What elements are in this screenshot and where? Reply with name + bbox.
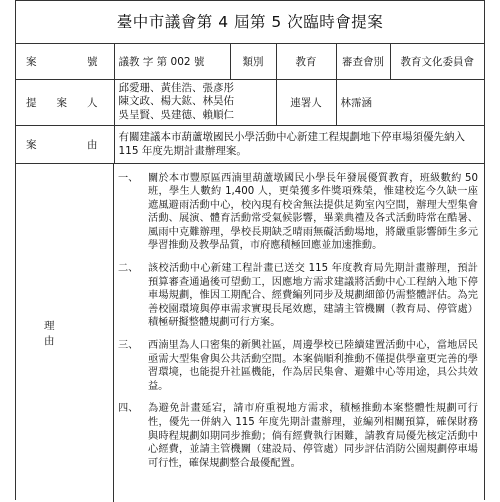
review-label: 審查會別 <box>336 44 390 79</box>
case-no-value: 議教 字 第 002 號 <box>114 44 230 79</box>
review-value: 教育文化委員會 <box>390 44 484 79</box>
subject-value: 有關建議本市葫蘆墩國民小學活動中心新建工程規劃地下停車場須優先納入 115 年度先期計畫辦理案。 <box>114 125 484 163</box>
paragraph-number: 四、 <box>118 403 139 415</box>
paragraph-number: 一、 <box>118 172 139 184</box>
proposer-names <box>114 79 276 125</box>
cosigner-label: 連署人 <box>276 79 336 125</box>
category-label: 類別 <box>230 44 276 79</box>
reason-paragraph <box>118 339 478 393</box>
paragraph-number: 二、 <box>118 263 139 275</box>
proposer-line: 陳文政、楊大鈜、林昊佑 <box>118 95 234 108</box>
paragraph-text: 該校活動中心新建工程計畫已送交 115 年度教育局先期計畫辦理，預計預算審查通過後可望動工，因應地方需求建議將活動中心工程納入地下停車場規劃，惟因工期配合、經費編列同步及規劃細節仍需整體評估。為完善校園環境與停車需求實現長尾效應，建請主管機關（教育局、停管處）積極研擬整體規劃可行方案。 <box>148 263 478 329</box>
proposer-line: 吳呈賢、吳建德、賴順仁 <box>118 108 234 121</box>
reason-label: 理由 <box>16 164 114 502</box>
page-title: 臺中市議會第 4 屆第 5 次臨時會提案 <box>16 1 484 44</box>
reason-paragraph <box>118 262 478 330</box>
paragraph-text: 西湳里為人口密集的新興社區，周邊學校已陸續建置活動中心，當地居民亟需大型集會與公共活動空間。本案倘順利推動不僅提供學童更完善的學習環境，也能提升社區機能，作為居民集會、避難中心等用途，具公共效益。 <box>148 340 478 392</box>
reason-paragraph <box>118 402 478 470</box>
category-value: 教育 <box>276 44 336 79</box>
subject-label: 案 由 <box>16 125 114 163</box>
proposal-meta-table <box>16 44 484 164</box>
reason-paragraph <box>118 172 478 254</box>
cosigner-value: 林霈涵 <box>336 79 484 125</box>
proposer-label: 提 案 人 <box>16 79 114 125</box>
proposal-page <box>15 0 485 500</box>
proposer-line: 邱愛珊、黃佳浩、張彥彤 <box>118 81 234 94</box>
reason-body <box>114 164 484 502</box>
paragraph-number: 三、 <box>118 340 139 352</box>
case-no-label: 案 號 <box>16 44 114 79</box>
paragraph-text: 關於本市豐原區西湳里葫蘆墩國民小學長年發展優質教育，班級數約 50 班，學生人數約 1,400 人，更榮獲多件獎項殊榮，惟建校迄今久缺一座遮風避雨活動中心，校內現有校舍無法提供足夠室內空間，辦理大型集會活動、展演、體育活動常受氣候影響，畢業典禮及各式活動時常在酷暑、風雨中克難辦理，學校長期缺乏晴雨無礙活動場地，將嚴重影響師生多元學習推動及教學品質，市府應積極回應並加速推動。 <box>148 172 478 252</box>
paragraph-text: 為避免計畫延宕，請市府重視地方需求，積極推動本案整體性規劃可行性，優先一併納入 115 年度先期計畫辦理，並編列相關預算，確保財務與時程規劃如期同步推動；倘有經費執行困難，請教育局優先核定活動中心經費，並請主管機關（建設局、停管處）同步評估消防公園規劃停車場可行性，確保規劃整合最優配置。 <box>148 403 478 469</box>
